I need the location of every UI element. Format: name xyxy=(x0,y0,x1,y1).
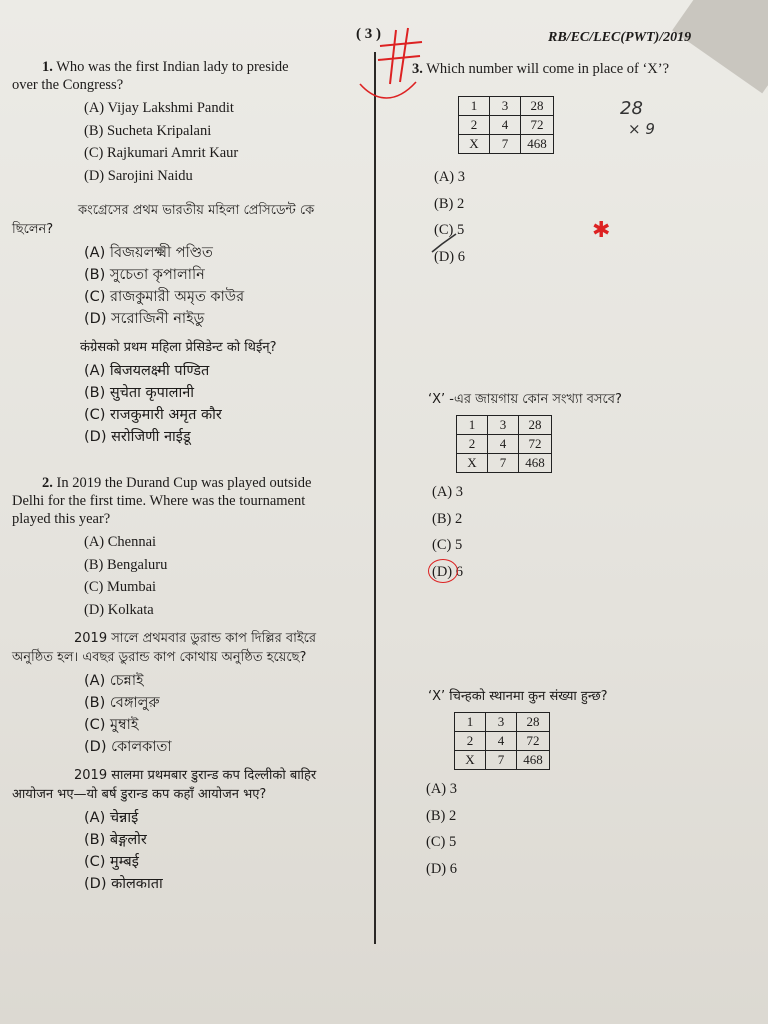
grid-cell: 72 xyxy=(519,435,552,454)
options-bengali xyxy=(84,242,364,330)
grid-row xyxy=(455,751,550,770)
number-grid xyxy=(458,96,554,154)
grid-cell: X xyxy=(457,454,488,473)
grid-cell: 468 xyxy=(519,454,552,473)
option-b: (B) বেঙ্গালুরু xyxy=(84,695,160,711)
option-c: (C) 5 xyxy=(434,222,465,238)
question-2 xyxy=(12,474,364,895)
option-c: (C) রাজকুমারী অমৃত কাউর xyxy=(84,289,245,305)
option-a: (A) चेन्नाई xyxy=(84,810,139,826)
question-text-nepali: कंग्रेसको प्रथम महिला प्रेसिडेन्ट को थिईन्? xyxy=(80,340,277,355)
question-text-cont-2: played this year? xyxy=(12,511,111,527)
question-text: In 2019 the Durand Cup was played outside xyxy=(56,475,312,491)
grid-cell: 72 xyxy=(517,732,550,751)
grid-cell: 28 xyxy=(519,416,552,435)
handwritten-note-28: 28 xyxy=(620,98,643,119)
option-c: (C) 5 xyxy=(432,537,463,553)
grid-cell: 1 xyxy=(459,97,490,116)
grid-cell: 4 xyxy=(486,732,517,751)
option-c: (C) राजकुमारी अमृत कौर xyxy=(84,407,222,423)
options-set-1 xyxy=(434,166,742,268)
option-a: (A) চেন্নাই xyxy=(84,673,144,689)
option-d: (D) কোলকাতা xyxy=(84,739,172,755)
option-c: (C) মুম্বাই xyxy=(84,717,139,733)
question-number: 3. xyxy=(412,61,423,77)
options-bengali xyxy=(84,670,364,758)
option-b: (B) সুচেতা কৃপালানি xyxy=(84,267,205,283)
option-c: (C) 5 xyxy=(426,834,457,850)
grid-cell: 7 xyxy=(490,135,521,154)
grid-cell: 468 xyxy=(521,135,554,154)
grid-cell: X xyxy=(455,751,486,770)
grid-cell: 28 xyxy=(517,713,550,732)
question-text-bengali-cont: অনুষ্ঠিত হল। এবছর ডুরান্ড কাপ কোথায় অনুষ্ঠিত হয়েছে? xyxy=(12,650,307,665)
question-text-cont: over the Congress? xyxy=(12,77,124,93)
option-d: (D) 6 xyxy=(434,248,466,265)
option-b: (B) 2 xyxy=(432,510,463,527)
grid-cell: 3 xyxy=(488,416,519,435)
grid-cell: 7 xyxy=(488,454,519,473)
grid-cell: 1 xyxy=(455,713,486,732)
grid-cell: 4 xyxy=(490,116,521,135)
option-b: (B) Sucheta Kripalani xyxy=(84,122,212,139)
grid-cell: 4 xyxy=(488,435,519,454)
option-a: (A) 3 xyxy=(434,169,466,185)
star-mark-icon: ✱ xyxy=(592,218,611,243)
question-3 xyxy=(412,60,742,880)
grid-row xyxy=(459,135,554,154)
grid-row xyxy=(457,435,552,454)
grid-cell: 3 xyxy=(490,97,521,116)
option-b: (B) सुचेता कृपालानी xyxy=(84,385,195,401)
option-a: (A) বিজয়লক্ষ্মী পণ্ডিত xyxy=(84,245,213,261)
paper-code: RB/EC/LEC(PWT)/2019 xyxy=(548,30,692,45)
option-a: (A) Vijay Lakshmi Pandit xyxy=(84,100,234,116)
number-grid-nepali xyxy=(454,712,550,770)
option-d: (D) सरोजिणी नाईडू xyxy=(84,429,191,445)
grid-cell: 28 xyxy=(521,97,554,116)
grid-cell: 468 xyxy=(517,751,550,770)
right-column xyxy=(412,60,742,880)
handwritten-note-x9: × 9 xyxy=(628,120,655,138)
option-b: (B) 2 xyxy=(426,807,457,824)
grid-cell: 1 xyxy=(457,416,488,435)
option-c: (C) मुम्बई xyxy=(84,854,139,870)
question-number: 2. xyxy=(42,475,53,491)
option-c: (C) Mumbai xyxy=(84,579,157,595)
grid-cell: 3 xyxy=(486,713,517,732)
option-a: (A) 3 xyxy=(432,484,464,500)
options-english xyxy=(84,97,364,187)
option-a: (A) Chennai xyxy=(84,534,157,550)
option-a: (A) 3 xyxy=(426,781,458,797)
question-number: 1. xyxy=(42,59,53,75)
grid-row xyxy=(455,732,550,751)
option-d: (D) Sarojini Naidu xyxy=(84,167,193,184)
options-set-3 xyxy=(426,778,742,880)
option-d: (D) कोलकाता xyxy=(84,876,163,892)
question-text-bengali: ‘X’ -এর জায়গায় কোন সংখ্যা বসবে? xyxy=(428,392,622,407)
option-d: (D) সরোজিনী নাইডু xyxy=(84,311,205,327)
options-nepali xyxy=(84,360,364,448)
option-d: (D) Kolkata xyxy=(84,601,154,618)
tick-mark-icon xyxy=(430,232,460,256)
grid-cell: X xyxy=(459,135,490,154)
question-text-nepali: ‘X’ चिन्हको स्थानमा कुन संख्या हुन्छ? xyxy=(428,689,608,704)
options-english xyxy=(84,531,364,621)
question-text-bengali: 2019 সালে প্রথমবার ডুরান্ড কাপ দিল্লির বাইরে xyxy=(74,631,317,646)
grid-cell: 2 xyxy=(455,732,486,751)
option-b: (B) 2 xyxy=(434,195,465,212)
grid-cell: 2 xyxy=(459,116,490,135)
grid-row xyxy=(459,97,554,116)
option-d: (D) 6 xyxy=(432,563,464,580)
grid-cell: 7 xyxy=(486,751,517,770)
question-text-nepali-cont: आयोजन भए—यो बर्ष डुरान्ड कप कहाँ आयोजन भए? xyxy=(12,787,267,802)
grid-cell: 72 xyxy=(521,116,554,135)
option-a: (A) बिजयलक्ष्मी पण्डित xyxy=(84,363,210,379)
number-grid-bengali xyxy=(456,415,552,473)
question-text-cont: Delhi for the first time. Where was the tournament xyxy=(12,493,306,509)
option-b: (B) Bengaluru xyxy=(84,556,168,573)
question-text-bengali-cont: ছিলেন? xyxy=(12,222,54,237)
grid-row xyxy=(457,416,552,435)
question-text: Which number will come in place of ‘X’? xyxy=(426,61,670,77)
option-c: (C) Rajkumari Amrit Kaur xyxy=(84,145,239,161)
grid-row xyxy=(459,116,554,135)
option-d: (D) 6 xyxy=(426,860,458,877)
page-number: ( 3 ) xyxy=(356,26,381,42)
column-divider xyxy=(374,52,376,944)
grid-row xyxy=(455,713,550,732)
grid-cell: 2 xyxy=(457,435,488,454)
options-nepali xyxy=(84,807,364,895)
question-text: Who was the first Indian lady to preside xyxy=(56,59,289,75)
left-column xyxy=(12,58,364,895)
question-text-bengali: কংগ্রেসের প্রথম ভারতীয় মহিলা প্রেসিডেন্ট কে xyxy=(78,203,315,218)
grid-row xyxy=(457,454,552,473)
option-b: (B) बेङ्गलोर xyxy=(84,832,147,848)
question-1 xyxy=(12,58,364,448)
answer-circle-mark xyxy=(428,559,458,583)
options-set-2 xyxy=(432,481,742,583)
question-text-nepali: 2019 सालमा प्रथमबार डुरान्ड कप दिल्लीको बाहिर xyxy=(74,768,317,783)
